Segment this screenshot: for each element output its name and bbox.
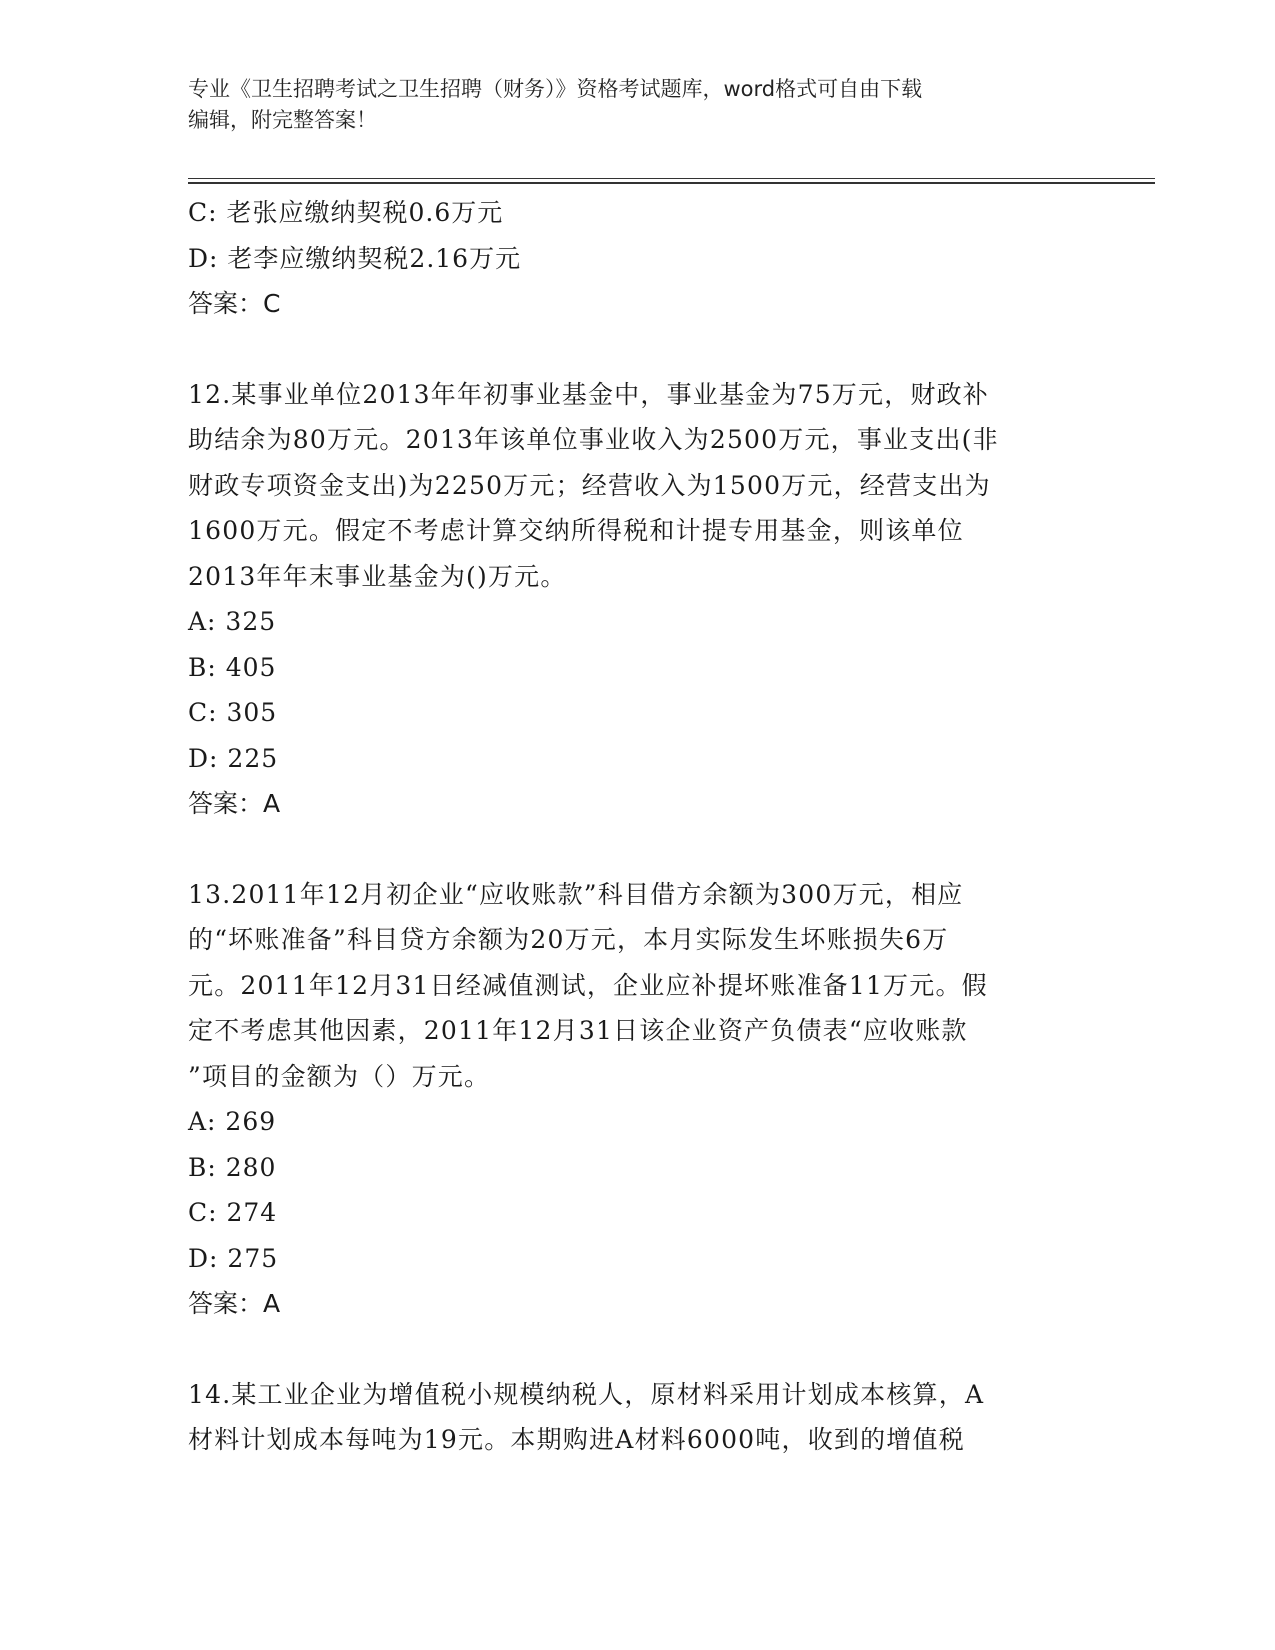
answer-line: 答案：C (188, 289, 281, 318)
question-stem (188, 872, 1088, 1100)
stem-line: 2013年年末事业基金为()万元。 (188, 561, 567, 591)
stem-line: 14.某工业企业为增值税小规模纳税人，原材料采用计划成本核算，A (188, 1379, 985, 1409)
option-b: B: 280 (188, 1152, 277, 1182)
option-c: C: 老张应缴纳契税0.6万元 (188, 198, 504, 227)
stem-line: 的“坏账准备”科目贷方余额为20万元，本月实际发生坏账损失6万 (188, 925, 949, 954)
stem-line: 财政专项资金支出)为2250万元；经营收入为1500万元，经营支出为 (188, 470, 991, 500)
option-c: C: 274 (188, 1198, 278, 1227)
answer-line: 答案：A (188, 789, 281, 818)
stem-line: ”项目的金额为（）万元。 (188, 1061, 491, 1091)
stem-line: 13.2011年12月初企业“应收账款”科目借方余额为300万元，相应 (188, 879, 964, 909)
spacer (188, 1327, 1088, 1372)
previous-question-tail (188, 190, 1088, 327)
spacer (188, 827, 1088, 872)
stem-line: 材料计划成本每吨为19元。本期购进A材料6000吨，收到的增值税 (188, 1425, 965, 1454)
option-a: A: 269 (188, 1107, 277, 1136)
header-line-2: 编辑，附完整答案！ (188, 108, 377, 132)
option-d: D: 225 (188, 743, 279, 773)
stem-line: 定不考虑其他因素，2011年12月31日该企业资产负债表“应收账款 (188, 1016, 968, 1045)
question-stem (188, 1372, 1088, 1463)
question-12 (188, 372, 1088, 827)
option-d: D: 275 (188, 1243, 279, 1273)
option-d: D: 老李应缴纳契税2.16万元 (188, 243, 522, 273)
question-14 (188, 1372, 1088, 1463)
stem-line: 1600万元。假定不考虑计算交纳所得税和计提专用基金，则该单位 (188, 516, 964, 545)
stem-line: 元。2011年12月31日经减值测试，企业应补提坏账准备11万元。假 (188, 970, 988, 1000)
answer-line: 答案：A (188, 1289, 281, 1318)
stem-line: 助结余为80万元。2013年该单位事业收入为2500万元，事业支出(非 (188, 425, 999, 454)
option-c: C: 305 (188, 698, 278, 727)
question-content (188, 190, 1088, 1463)
header-line-1: 专业《卫生招聘考试之卫生招聘（财务）》资格考试题库，word格式可自由下载 (188, 77, 923, 101)
question-13 (188, 872, 1088, 1327)
document-header (188, 74, 1068, 136)
header-divider-thin (188, 178, 1155, 179)
option-b: B: 405 (188, 652, 277, 682)
stem-line: 12.某事业单位2013年年初事业基金中，事业基金为75万元，财政补 (188, 379, 989, 409)
question-stem (188, 372, 1088, 600)
spacer (188, 327, 1088, 372)
option-a: A: 325 (188, 607, 277, 636)
header-divider-thick (188, 182, 1155, 184)
